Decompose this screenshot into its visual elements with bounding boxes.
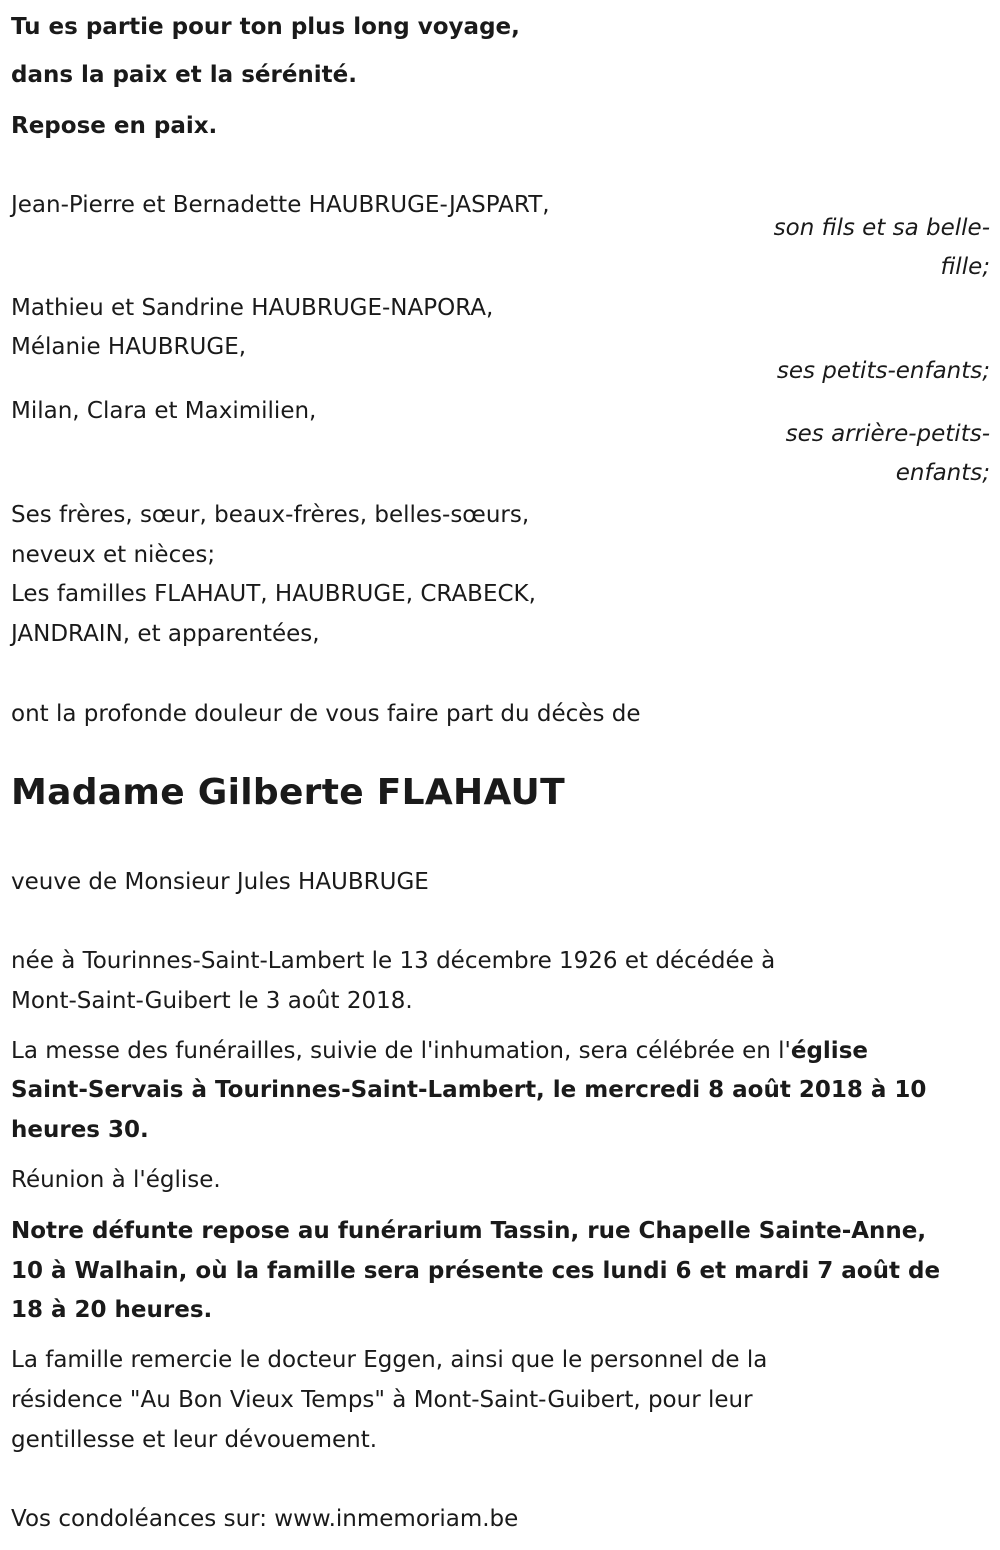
son-names: Jean-Pierre et Bernadette HAUBRUGE-JASPART, (11, 192, 550, 218)
siblings-line-1: Ses frères, sœur, beaux-frères, belles-sœurs, (11, 502, 530, 528)
birth-death-line-1: née à Tourinnes-Saint-Lambert le 13 décembre 1926 et décédée à (11, 948, 776, 974)
great-grandchildren-relation-line-2: enfants; (895, 460, 990, 486)
condolences-text: Vos condoléances sur: www.inmemoriam.be (11, 1506, 519, 1532)
funeral-line-3: heures 30. (11, 1117, 149, 1143)
son-relation-line-1: son fils et sa belle- (773, 215, 990, 241)
son-relation-line-2: fille; (940, 254, 990, 280)
meeting-text: Réunion à l'église. (11, 1167, 221, 1193)
grandchild-line-1: Mathieu et Sandrine HAUBRUGE-NAPORA, (11, 295, 494, 321)
poem-line-2: dans la paix et la sérénité. (11, 62, 358, 88)
deceased-name: Madame Gilberte FLAHAUT (11, 772, 565, 813)
families-line-1: Les familles FLAHAUT, HAUBRUGE, CRABECK, (11, 581, 536, 607)
great-grandchildren-relation-line-1: ses arrière-petits- (785, 421, 990, 447)
funerarium-line-2: 10 à Walhain, où la famille sera présente ces lundi 6 et mardi 7 août de (11, 1258, 941, 1284)
widow-of: veuve de Monsieur Jules HAUBRUGE (11, 869, 429, 895)
grandchild-line-2: Mélanie HAUBRUGE, (11, 334, 247, 360)
siblings-line-2: neveux et nièces; (11, 542, 216, 568)
great-grandchildren-names: Milan, Clara et Maximilien, (11, 398, 317, 424)
funeral-line-1-prefix: La messe des funérailles, suivie de l'inhumation, sera célébrée en l' (11, 1038, 791, 1064)
announcement-text: ont la profonde douleur de vous faire part du décès de (11, 701, 641, 727)
funeral-line-1 (11, 1031, 868, 1071)
thanks-line-2: résidence "Au Bon Vieux Temps" à Mont-Saint-Guibert, pour leur (11, 1387, 753, 1413)
funerarium-line-3: 18 à 20 heures. (11, 1297, 213, 1323)
families-line-2: JANDRAIN, et apparentées, (11, 621, 320, 647)
thanks-line-1: La famille remercie le docteur Eggen, ainsi que le personnel de la (11, 1347, 768, 1373)
grandchildren-relation: ses petits-enfants; (776, 358, 990, 384)
thanks-line-3: gentillesse et leur dévouement. (11, 1427, 378, 1453)
poem-line-3: Repose en paix. (11, 113, 218, 139)
funeral-line-1-bold: église (790, 1038, 868, 1064)
birth-death-line-2: Mont-Saint-Guibert le 3 août 2018. (11, 988, 413, 1014)
poem-line-1: Tu es partie pour ton plus long voyage, (11, 14, 520, 40)
funeral-line-2: Saint-Servais à Tourinnes-Saint-Lambert, le mercredi 8 août 2018 à 10 (11, 1077, 927, 1103)
funerarium-line-1: Notre défunte repose au funérarium Tassin, rue Chapelle Sainte-Anne, (11, 1218, 927, 1244)
